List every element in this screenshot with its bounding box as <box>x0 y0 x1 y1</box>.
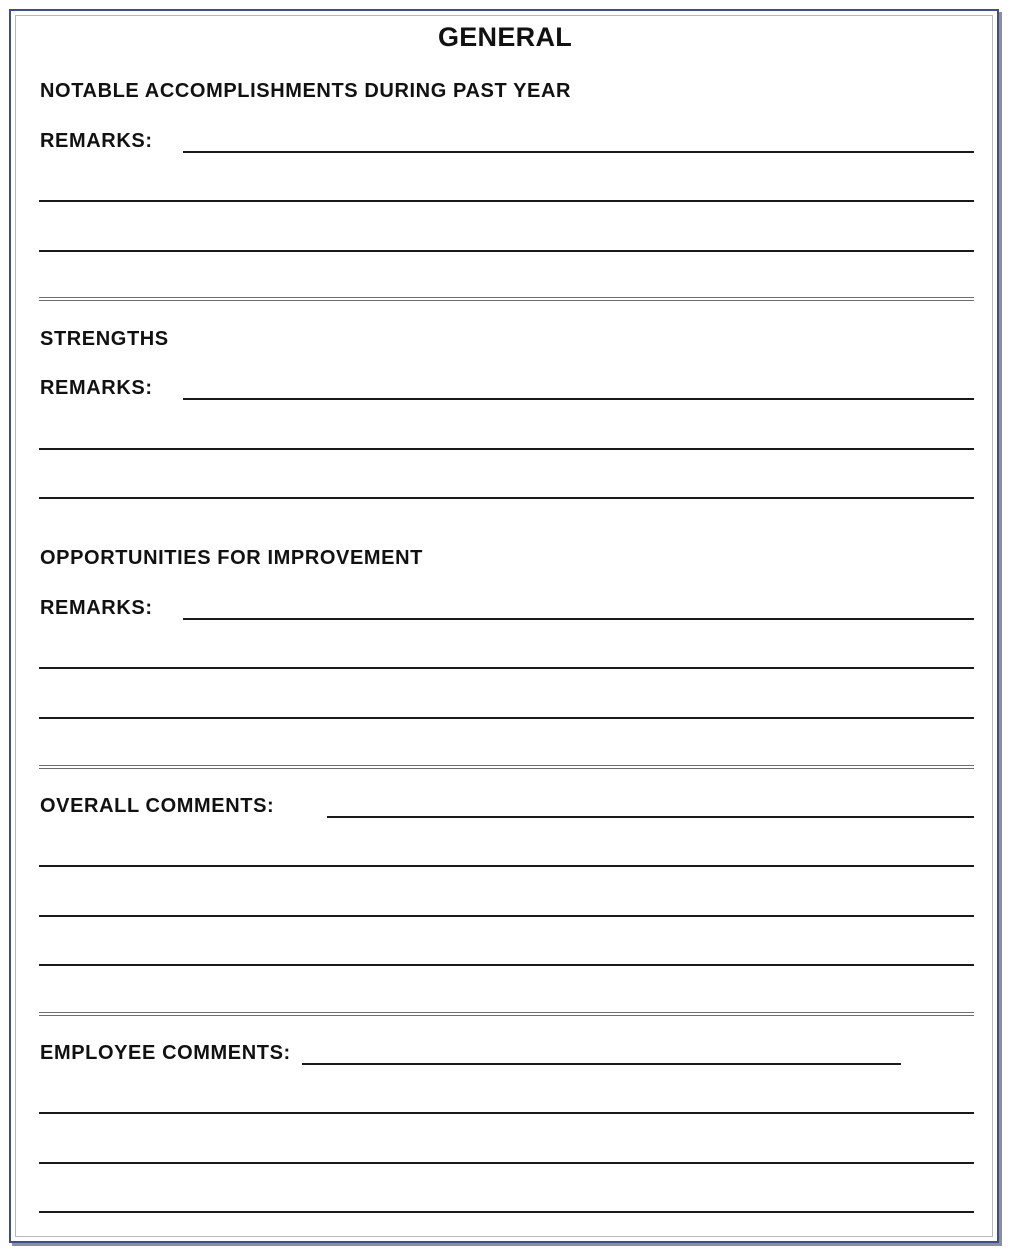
strengths-remarks-line-1[interactable] <box>183 398 974 400</box>
employee-comments-line-4[interactable] <box>39 1211 974 1213</box>
employee-comments-label: EMPLOYEE COMMENTS: <box>40 1042 291 1064</box>
accomplishments-remarks-label: REMARKS: <box>40 130 153 152</box>
accomplishments-heading: NOTABLE ACCOMPLISHMENTS DURING PAST YEAR <box>40 80 572 102</box>
employee-comments-line-1[interactable] <box>302 1063 901 1065</box>
overall-comments-line-3[interactable] <box>39 915 974 917</box>
strengths-remarks-label: REMARKS: <box>40 377 153 399</box>
improvement-heading: OPPORTUNITIES FOR IMPROVEMENT <box>40 547 423 569</box>
overall-comments-line-2[interactable] <box>39 865 974 867</box>
overall-comments-line-1[interactable] <box>327 816 974 818</box>
section-divider <box>39 765 974 769</box>
improvement-remarks-line-2[interactable] <box>39 667 974 669</box>
improvement-remarks-line-1[interactable] <box>183 618 974 620</box>
strengths-heading: STRENGTHS <box>40 328 169 350</box>
page-title: GENERAL <box>437 22 573 52</box>
employee-comments-line-2[interactable] <box>39 1112 974 1114</box>
strengths-remarks-line-2[interactable] <box>39 448 974 450</box>
section-divider <box>39 1012 974 1016</box>
accomplishments-remarks-line-1[interactable] <box>183 151 974 153</box>
accomplishments-remarks-line-2[interactable] <box>39 200 974 202</box>
accomplishments-remarks-line-3[interactable] <box>39 250 974 252</box>
improvement-remarks-line-3[interactable] <box>39 717 974 719</box>
overall-comments-line-4[interactable] <box>39 964 974 966</box>
section-divider <box>39 297 974 301</box>
overall-comments-label: OVERALL COMMENTS: <box>40 795 275 817</box>
employee-comments-line-3[interactable] <box>39 1162 974 1164</box>
strengths-remarks-line-3[interactable] <box>39 497 974 499</box>
improvement-remarks-label: REMARKS: <box>40 597 153 619</box>
